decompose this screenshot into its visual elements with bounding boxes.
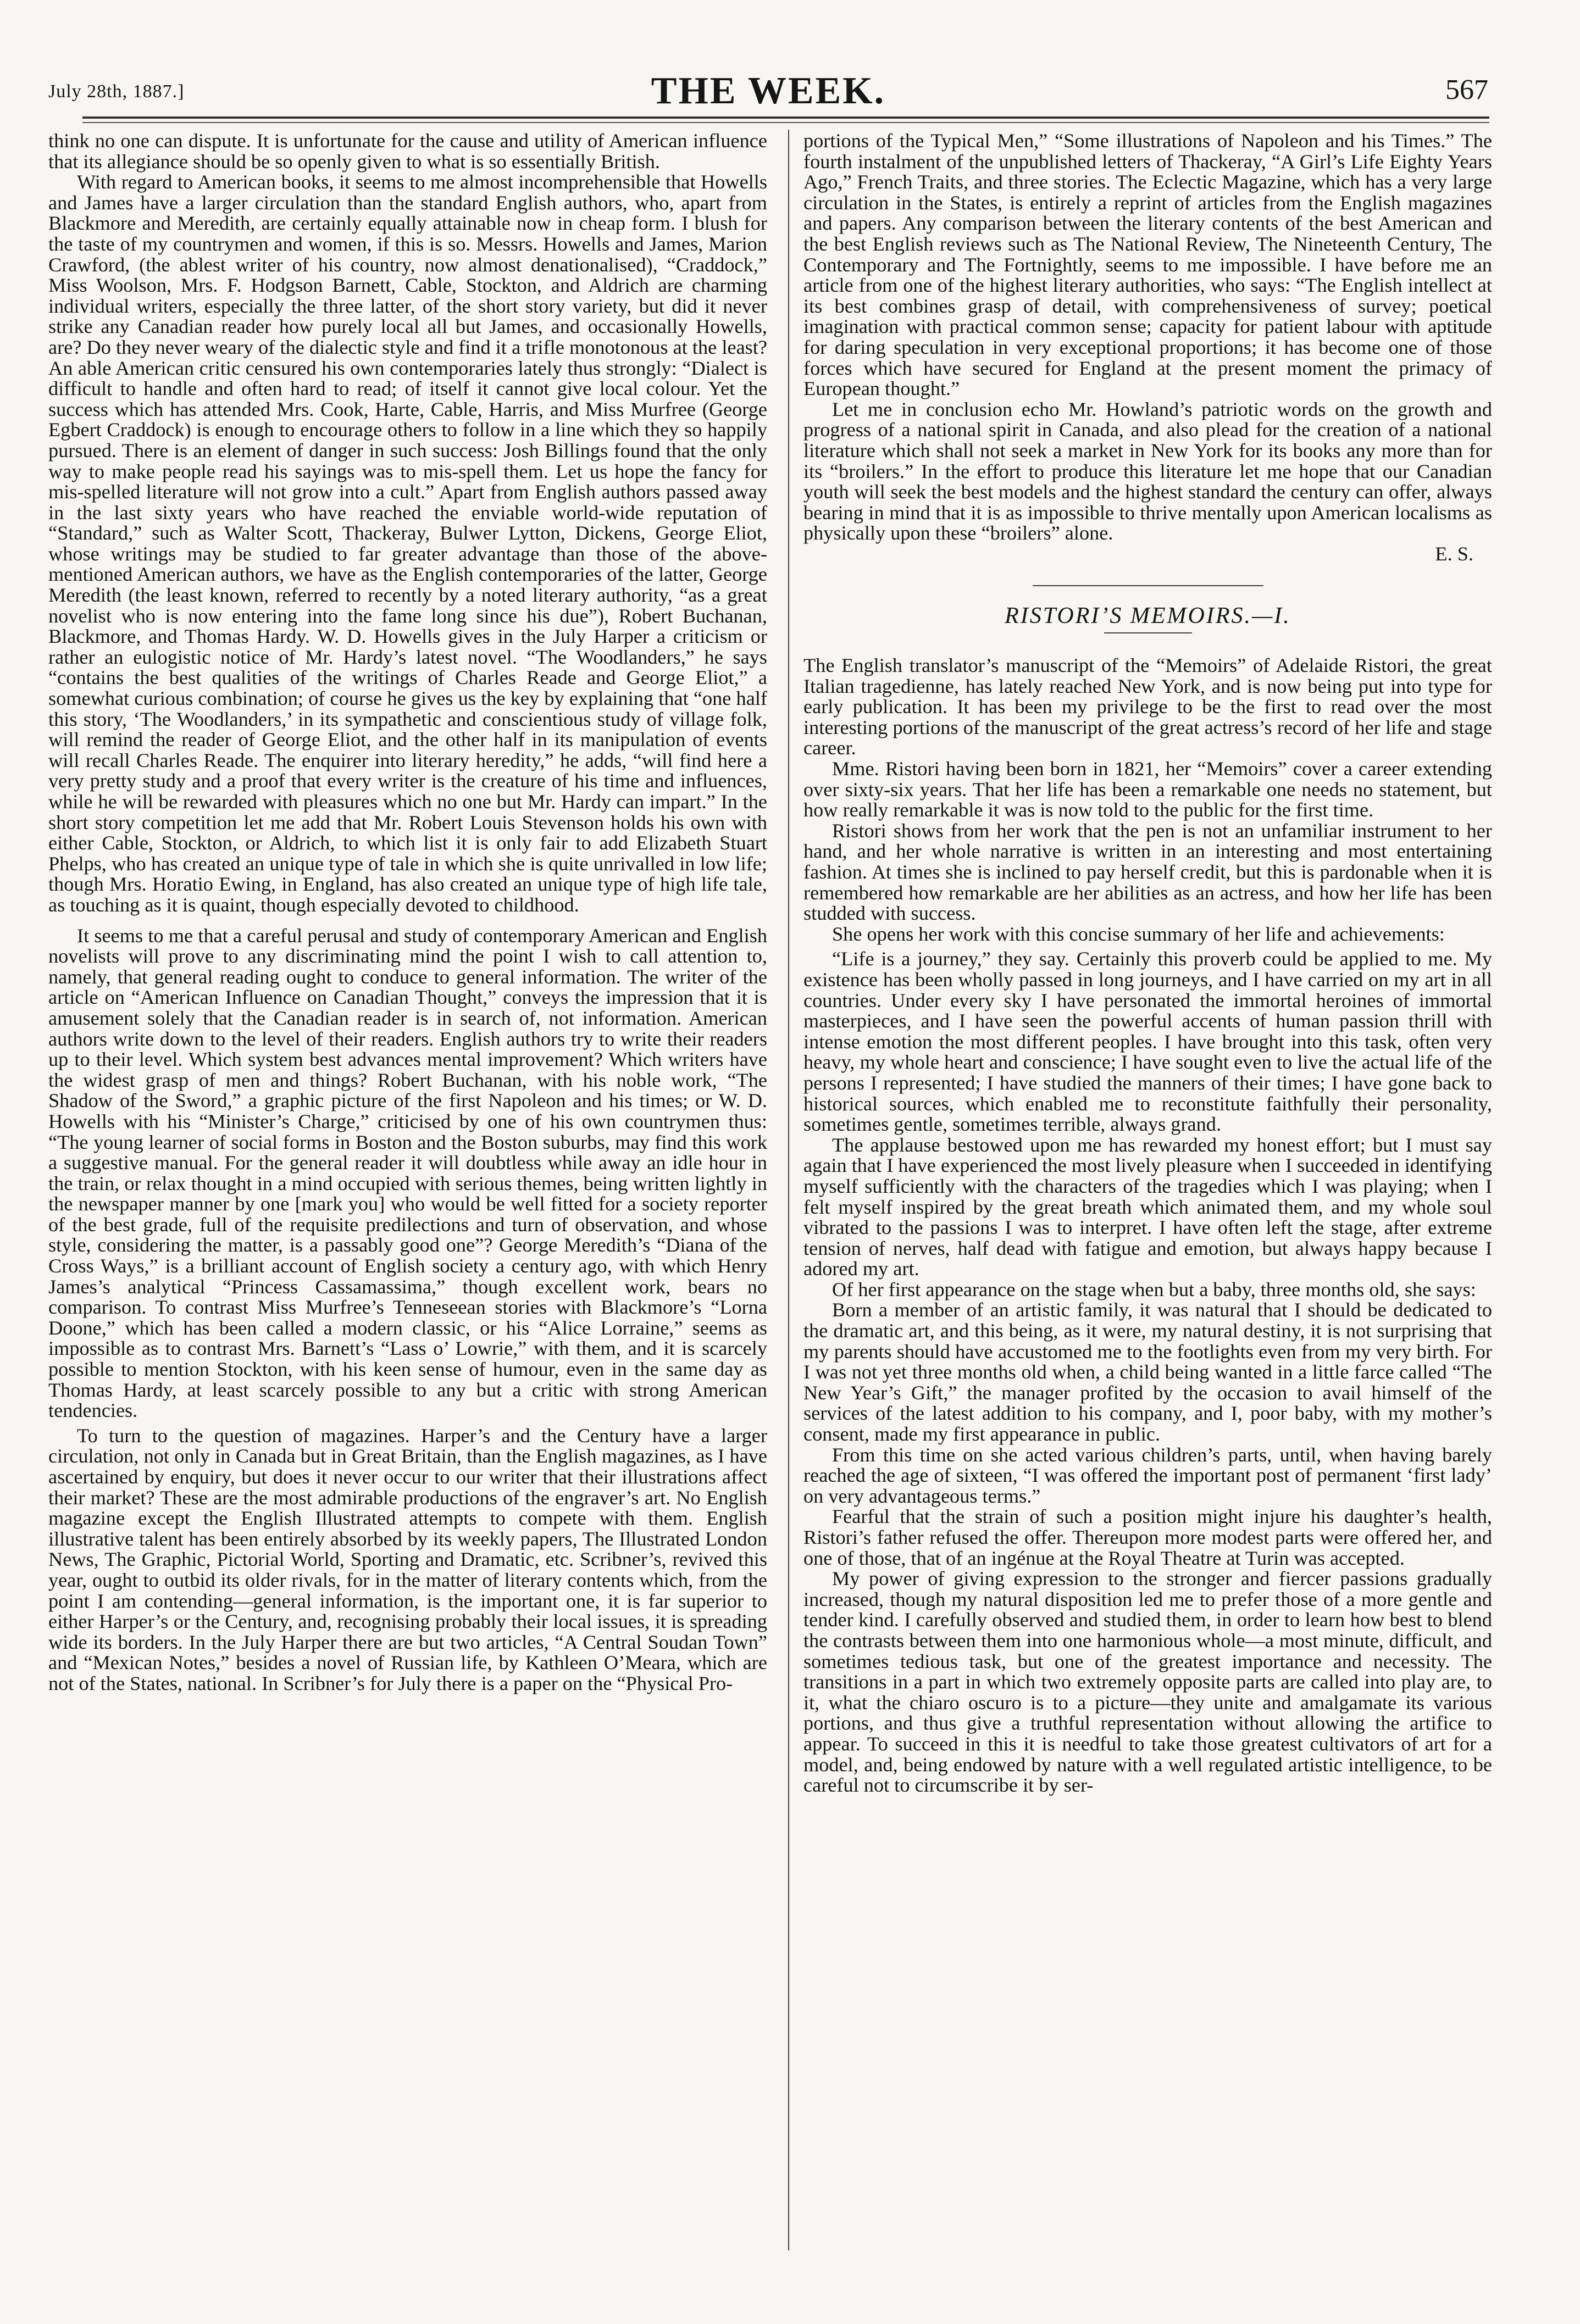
left-paragraph: To turn to the question of magazines. Harper’s and the Century have a larger circulation, not only in Canada but in Great Britain, than the English magazines, as I have ascertained by enquiry, but does it never occur to our writer that their illustrations affect their market? These are the most admirable productions of the engraver’s art. No English magazine except the English Illustrated attempts to compete with them. English illustrative talent has been entirely absorbed by its weekly papers, The Illustrated London News, The Graphic, Pictorial World, Sporting and Dramatic, etc. Scribner’s, revived this year, ought to outbid its older rivals, for in the matter of literary contents which, from the point I am contending—general information, is the important one, it is far superior to either Harper’s or the Century, and, recognising probably their local issues, it is spreading wide its borders. In the July Harper there are but two articles, “A Central Soudan Town” and “Mexican Notes,” besides a novel of Russian life, by Kathleen O’Meara, which are not of the States, national. In Scribner’s for July there is a paper on the “Physical Pro- [48,1424,767,1694]
article-quote: Born a member of an artistic family, it was natural that I should be dedicated to the dramatic art, and this being, as it were, my natural destiny, it is not surprising that my parents should have accustomed me to the footlights even from my very birth. For I was not yet three months old when, a child being wanted in a little farce called “The New Year’s Gift,” the manager profited by the occasion to avail himself of the services of the latest addition to his company, and I, poor baby, with my mother’s consent, made my first appearance in public. [803,1299,1492,1445]
masthead [48,66,1488,115]
article-paragraph: The English translator’s manuscript of the “Memoirs” of Adelaide Ristori, the great Italian tragedienne, has lately reached New York, and is now being put into type for early publication. It has been my privilege to be the first to read over the most interesting portions of the manuscript of the great actress’s record of her life and stage career. [803,654,1492,759]
article-paragraph: From this time on she acted various children’s parts, until, when having barely reached the age of sixteen, “I was offered the important post of permanent ‘first lady’ on very advantageous terms.” [803,1443,1492,1507]
article-quote: My power of giving expression to the stronger and fiercer passions gradually increased, though my natural disposition led me to prefer those of a more gentle and tender kind. I carefully observed and studied them, in order to learn how best to blend the contrasts between them into one harmonious whole—a most minute, difficult, and sometimes tedious task, but one of the greatest importance and necessity. The transitions in a part in which two extremely opposite parts are called into play are, to it, what the chiaro oscuro is to a picture—they unite and amalgamate its various portions, and thus give a truthful representation without allowing the artifice to appear. To succeed in this it is needful to take those greatest cultivators of art for a model, and, being endowed by nature with a well regulated artistic intelligence, to be careful not to circumscribe it by ser- [803,1567,1492,1797]
header-rule-thin [82,122,1489,123]
issue-date: July 28th, 1887.] [48,81,185,102]
article-paragraph: Ristori shows from her work that the pen is not an unfamiliar instrument to her hand, and her whole narrative is written in an interesting and most entertaining fashion. At times she is inclined to pay herself credit, but this is pardonable when it is remembered how remarkable are her abilities as an actress, and how her life has been studded with success. [803,819,1492,925]
article-quote: “Life is a journey,” they say. Certainly this proverb could be applied to me. My existence has been wholly passed in long journeys, and I have carried on my art in all countries. Under every sky I have personated the immortal heroines of immortal masterpieces, and I have seen the powerful accents of human passion thrill with intense emotion the most different peoples. I have brought into this task, often very heavy, my whole heart and conscience; I have sought even to live the actual life of the persons I represented; I have studied the manners of their times; I have gone back to historical sources, which enabled me to reconstitute faithfully their personality, sometimes gentle, sometimes terrible, always grand. [803,948,1492,1136]
article-paragraph: Of her first appearance on the stage when but a baby, three months old, she says: [832,1278,1476,1300]
publication-title: THE WEEK. [651,70,886,112]
right-paragraph: Let me in conclusion echo Mr. Howland’s patriotic words on the growth and progress of a national spirit in Canada, and also plead for the creation of a national literature which shall not seek a market in New York for its books any more than for its “broilers.” In the effort to produce this literature let me hope that our Canadian youth will seek the best models and the highest standard the century can offer, always bearing in mind that it is as impossible to thrive mentally upon American localisms as physically upon these “broilers” alone. [803,398,1492,544]
left-column [48,131,767,1694]
right-paragraph: portions of the Typical Men,” “Some illustrations of Napoleon and his Times.” The fourth instalment of the unpublished letters of Thackeray, “A Girl’s Life Eighty Years Ago,” French Traits, and three stories. The Eclectic Magazine, which has a very large circulation in the States, is entirely a reprint of articles from the English magazines and papers. Any comparison between the literary contents of the best American and the best English reviews such as The National Review, The Nineteenth Century, The Contemporary and The Fortnightly, seems to me impossible. I have before me an article from one of the highest literary authorities, who says: “The English intellect at its best combines grasp of detail, with comprehensiveness of survey; poetical imagination with practical common sense; capacity for patient labour with aptitude for daring speculation in very exceptional proportions; it has become one of those forces which have secured for England at the present moment the primacy of European thought.” [803,130,1492,400]
article-paragraph: Fearful that the strain of such a position might injure his daughter’s health, Ristori’s father refused the offer. Thereupon more modest parts were offered her, and one of those, that of an ingénue at the Royal Theatre at Turin was accepted. [803,1505,1492,1569]
left-paragraph: think no one can dispute. It is unfortunate for the cause and utility of American influence that its allegiance should be so openly given to what is so essentially British. [48,130,767,173]
section-divider-short [1104,632,1192,633]
header-rule [82,116,1489,119]
article-quote: The applause bestowed upon me has rewarded my honest effort; but I must say again that I have experienced the most lively pleasure when I succeeded in identifying myself sufficiently with the characters of the tragedies which I was playing; when I felt myself inspired by the great breath which animated them, and my whole soul vibrated to the passions I was to interpret. I have often left the stage, after extreme tension of nerves, half dead with fatigue and emotion, but always happy because I adored my art. [803,1133,1492,1280]
author-signature: E. S. [1435,542,1473,565]
article-paragraph: She opens her work with this concise summary of her life and achievements: [832,922,1445,945]
section-divider [1033,585,1263,586]
page-number: 567 [1445,74,1488,105]
left-paragraph: With regard to American books, it seems to me almost incomprehensible that Howells and James have a larger circulation than the standard English authors, who, apart from Blackmore and Meredith, are certainly equally attainable now in cheap form. I blush for the taste of my countrymen and women, if this is so. Messrs. Howells and James, Marion Crawford, (the ablest writer of his country, now almost denationalised), “Craddock,” Miss Woolson, Mrs. F. Hodgson Barnett, Cable, Stockton, and Aldrich are charming individual writers, especially the three latter, of the short story variety, but did it never strike any Canadian reader how purely local all but James, and occasionally Howells, are? Do they never weary of the dialectic style and find it a trifle monotonous at the least? An able American critic censured his own contemporaries lately thus strongly: “Dialect is difficult to handle and often hard to read; of itself it cannot give local colour. Yet the success which has attended Mrs. Cook, Harte, Cable, Harris, and Miss Murfree (George Egbert Craddock) is enough to encourage others to follow in a line which they so happily pursued. There is an element of danger in such success: Josh Billings found that the only way to make people read his sayings was to mis-spell them. Let us hope the fancy for mis-spelled literature will not grow into a cult.” Apart from English authors passed away in the last sixty years who have reached the enviable world-wide reputation of “Standard,” such as Walter Scott, Thackeray, Bulwer Lytton, Dickens, George Eliot, whose writings may be studied to far greater advantage than those of the above-mentioned American authors, we have as the English contemporaries of the latter, George Meredith (the least known, referred to recently by a noted literary authority, “as a great novelist who is now entering into the fame long since his due”), Robert Buchanan, Blackmore, and Thomas Hardy. W. D. Howells gives in the July Harper a criticism or rather an eulogistic notice of Mr. Hardy’s latest novel. “The Woodlanders,” he says “contains the best qualities of the writings of Charles Reade and George Eliot,” a somewhat curious combination; of course he gives us the key by explaining that “one half this story, ‘The Woodlanders,’ in its sympathetic and conscientious study of village folk, will remind the reader of George Eliot, and the other half in its manipulation of events will recall Charles Reade. The enquirer into literary heredity,” he adds, “will find here a very pretty study and a proof that every writer is the creature of his time and influences, while he will be rewarded with pleasures which no one but Mr. Hardy can impart.” In the short story competition let me add that Mr. Robert Louis Stevenson holds his own with either Cable, Stockton, or Aldrich, to which list it is only fair to add Elizabeth Stuart Phelps, who has created an unique type of tale in which she is quite unrivalled in low life; though Mrs. Horatio Ewing, in England, has also created an unique type of high life tale, as touching as it is quaint, though especially devoted to childhood. [48,171,767,916]
article-paragraph: Mme. Ristori having been born in 1821, her “Memoirs” cover a career extending over sixty-six years. That her life has been a remarkable one needs no statement, but how really remarkable it was is now told to the public for the first time. [803,758,1492,821]
column-divider [788,130,789,2250]
left-paragraph: It seems to me that a careful perusal and study of contemporary American and English novelists will prove to any discriminating mind the point I wish to call attention to, namely, that general reading ought to conduce to general information. The writer of the article on “American Influence on Canadian Thought,” conveys the impression that it is amusement solely that the Canadian reader is in search of, not information. American authors write down to the level of their readers. English authors try to write their readers up to their level. Which system best advances mental improvement? Which writers have the widest grasp of men and things? Robert Buchanan, with his noble work, “The Shadow of the Sword,” a graphic picture of the first Napoleon and his times; or W. D. Howells with his “Minister’s Charge,” criticised by one of his own countrymen thus: “The young learner of social forms in Boston and the Boston suburbs, may find this work a suggestive manual. For the general reader it will doubtless while away an idle hour in the train, or relax thought in a mind occupied with serious themes, being written lightly in the newspaper manner by one [mark you] who would be well fitted for a society reporter of the best grade, full of the requisite predilections and turn of observation, and whose style, considering the matter, is a passably good one”? George Meredith’s “Diana of the Cross Ways,” is a brilliant account of English society a century ago, with which Henry James’s analytical “Princess Cassamassima,” though excellent work, bears no comparison. To contrast Miss Murfree’s Tenneseean stories with Blackmore’s “Lorna Doone,” which has been called a modern classic, or his “Alice Lorraine,” seems as impossible as to contrast Mrs. Barnett’s “Lass o’ Lowrie,” with them, and it is scarcely possible to mention Stockton, with his keen sense of humour, even in the same day as Thomas Hardy, at least scarcely possible to any but a critic with strong American tendencies. [48,924,767,1422]
article-title: RISTORI’S MEMOIRS.—I. [1005,603,1291,629]
right-column [803,131,1492,1796]
